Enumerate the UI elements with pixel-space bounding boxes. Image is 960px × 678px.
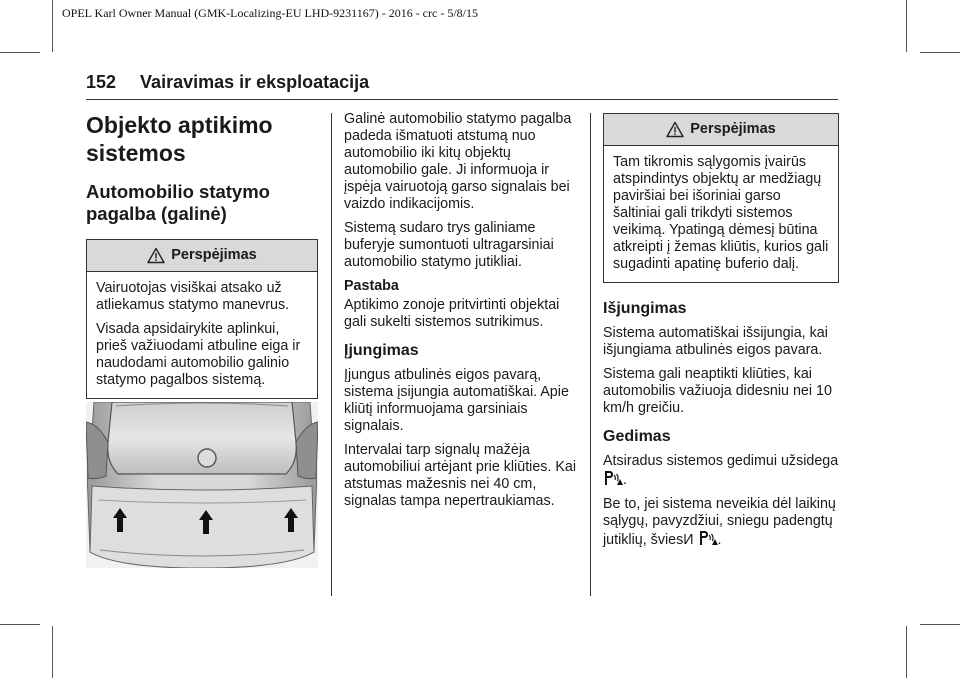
crop-mark: [920, 624, 960, 625]
paragraph: Sistema automatiškai išsijungia, kai išjungiama atbulinės eigos pavara.: [603, 325, 828, 358]
section-heading: Automobilio statymo pagalba (galinė): [86, 181, 270, 224]
crop-mark: [0, 624, 40, 625]
page-title: Objekto aptikimo sistemos: [86, 112, 273, 166]
crop-mark: [0, 52, 40, 53]
paragraph: Intervalai tarp signalų mažėja automobiliui artėjant prie kliūties. Kai atstumas mažesnis nei 40 cm, signalas tampa nepertraukiamas.: [344, 442, 577, 509]
fault-text: Be to, jei sistema neveikia dėl laikinų sąlygų, pavyzdžiui, sniegu padengtų jutiklių, šviesИ: [603, 496, 836, 548]
paragraph: Sistema gali neaptikti kliūties, kai automobilis važiuoja didesniu nei 10 km/h greičiu.: [603, 366, 832, 416]
park-assist-icon: [603, 470, 623, 486]
warning-box: [603, 113, 839, 283]
paragraph: [603, 453, 839, 489]
column-divider: [590, 113, 591, 596]
crop-mark: [906, 0, 907, 52]
column-divider: [331, 113, 332, 596]
crop-mark: [906, 626, 907, 678]
paragraph: Galinė automobilio statymo pagalba padeda išmatuoti atstumą nuo automobilio iki kitų objektų automobilio gale. Ji informuoja ir įspėja vairuotoją garso signalais bei vaizdo indikacijomis.: [344, 111, 572, 212]
car-rear-illustration: [86, 402, 318, 568]
print-header-note: OPEL Karl Owner Manual (GMK-Localizing-EU LHD-9231167) - 2016 - crc - 5/8/15: [62, 6, 478, 20]
crop-mark: [52, 626, 53, 678]
warning-text: Visada apsidairykite aplinkui, prieš važiuodami atbuline eiga ir naudodami automobilio galinio statymo pagalbos sistemą.: [96, 321, 301, 388]
fault-text-end: .: [623, 472, 627, 488]
warning-text: Tam tikromis sąlygomis įvairūs atspindintys objektų ar medžiagų paviršiai bei išoriniai garso šaltiniai gali trikdyti sistemos veikimą. Ypatingą dėmesį būtina atkreipti į žemas kliūtis, kurios gali sugadinti apatinę buferio dalį.: [613, 154, 829, 272]
warning-label: Perspėjimas: [690, 121, 776, 137]
paragraph: Sistemą sudaro trys galiniame buferyje sumontuoti ultragarsiniai automobilio statymo jutikliai.: [344, 220, 554, 270]
warning-body: [604, 146, 838, 282]
fault-text-end: .: [717, 532, 722, 548]
crop-mark: [52, 0, 53, 52]
heading-activation: Įjungimas: [344, 342, 419, 359]
page-number: 152: [86, 72, 117, 92]
right-column: [603, 113, 839, 556]
warning-label: Perspėjimas: [171, 247, 257, 263]
note-label: Pastaba: [344, 278, 399, 294]
paragraph: [603, 496, 839, 549]
warning-body: [87, 272, 317, 398]
warning-triangle-icon: [147, 247, 165, 264]
paragraph: Įjungus atbulinės eigos pavarą, sistema įsijungia automatiškai. Apie kliūtį informuojama garsiniais signalais.: [344, 367, 569, 434]
header-rule: [86, 99, 838, 100]
crop-mark: [920, 52, 960, 53]
park-assist-icon: [698, 530, 718, 546]
warning-box: [86, 239, 318, 399]
note-text: Aptikimo zonoje pritvirtinti objektai gali sukelti sistemos sutrikimus.: [344, 297, 560, 330]
warning-header: [87, 240, 317, 272]
warning-text: Vairuotojas visiškai atsako už atliekamus statymo manevrus.: [96, 280, 290, 313]
heading-deactivation: Išjungimas: [603, 300, 687, 317]
running-head: [86, 72, 838, 93]
warning-header: [604, 114, 838, 146]
section-title: Vairavimas ir eksploatacija: [140, 72, 370, 92]
warning-triangle-icon: [666, 121, 684, 138]
heading-fault: Gedimas: [603, 428, 671, 445]
left-column: [86, 111, 318, 399]
middle-column: [344, 111, 580, 517]
fault-text: Atsiradus sistemos gedimui užsidega: [603, 453, 839, 469]
